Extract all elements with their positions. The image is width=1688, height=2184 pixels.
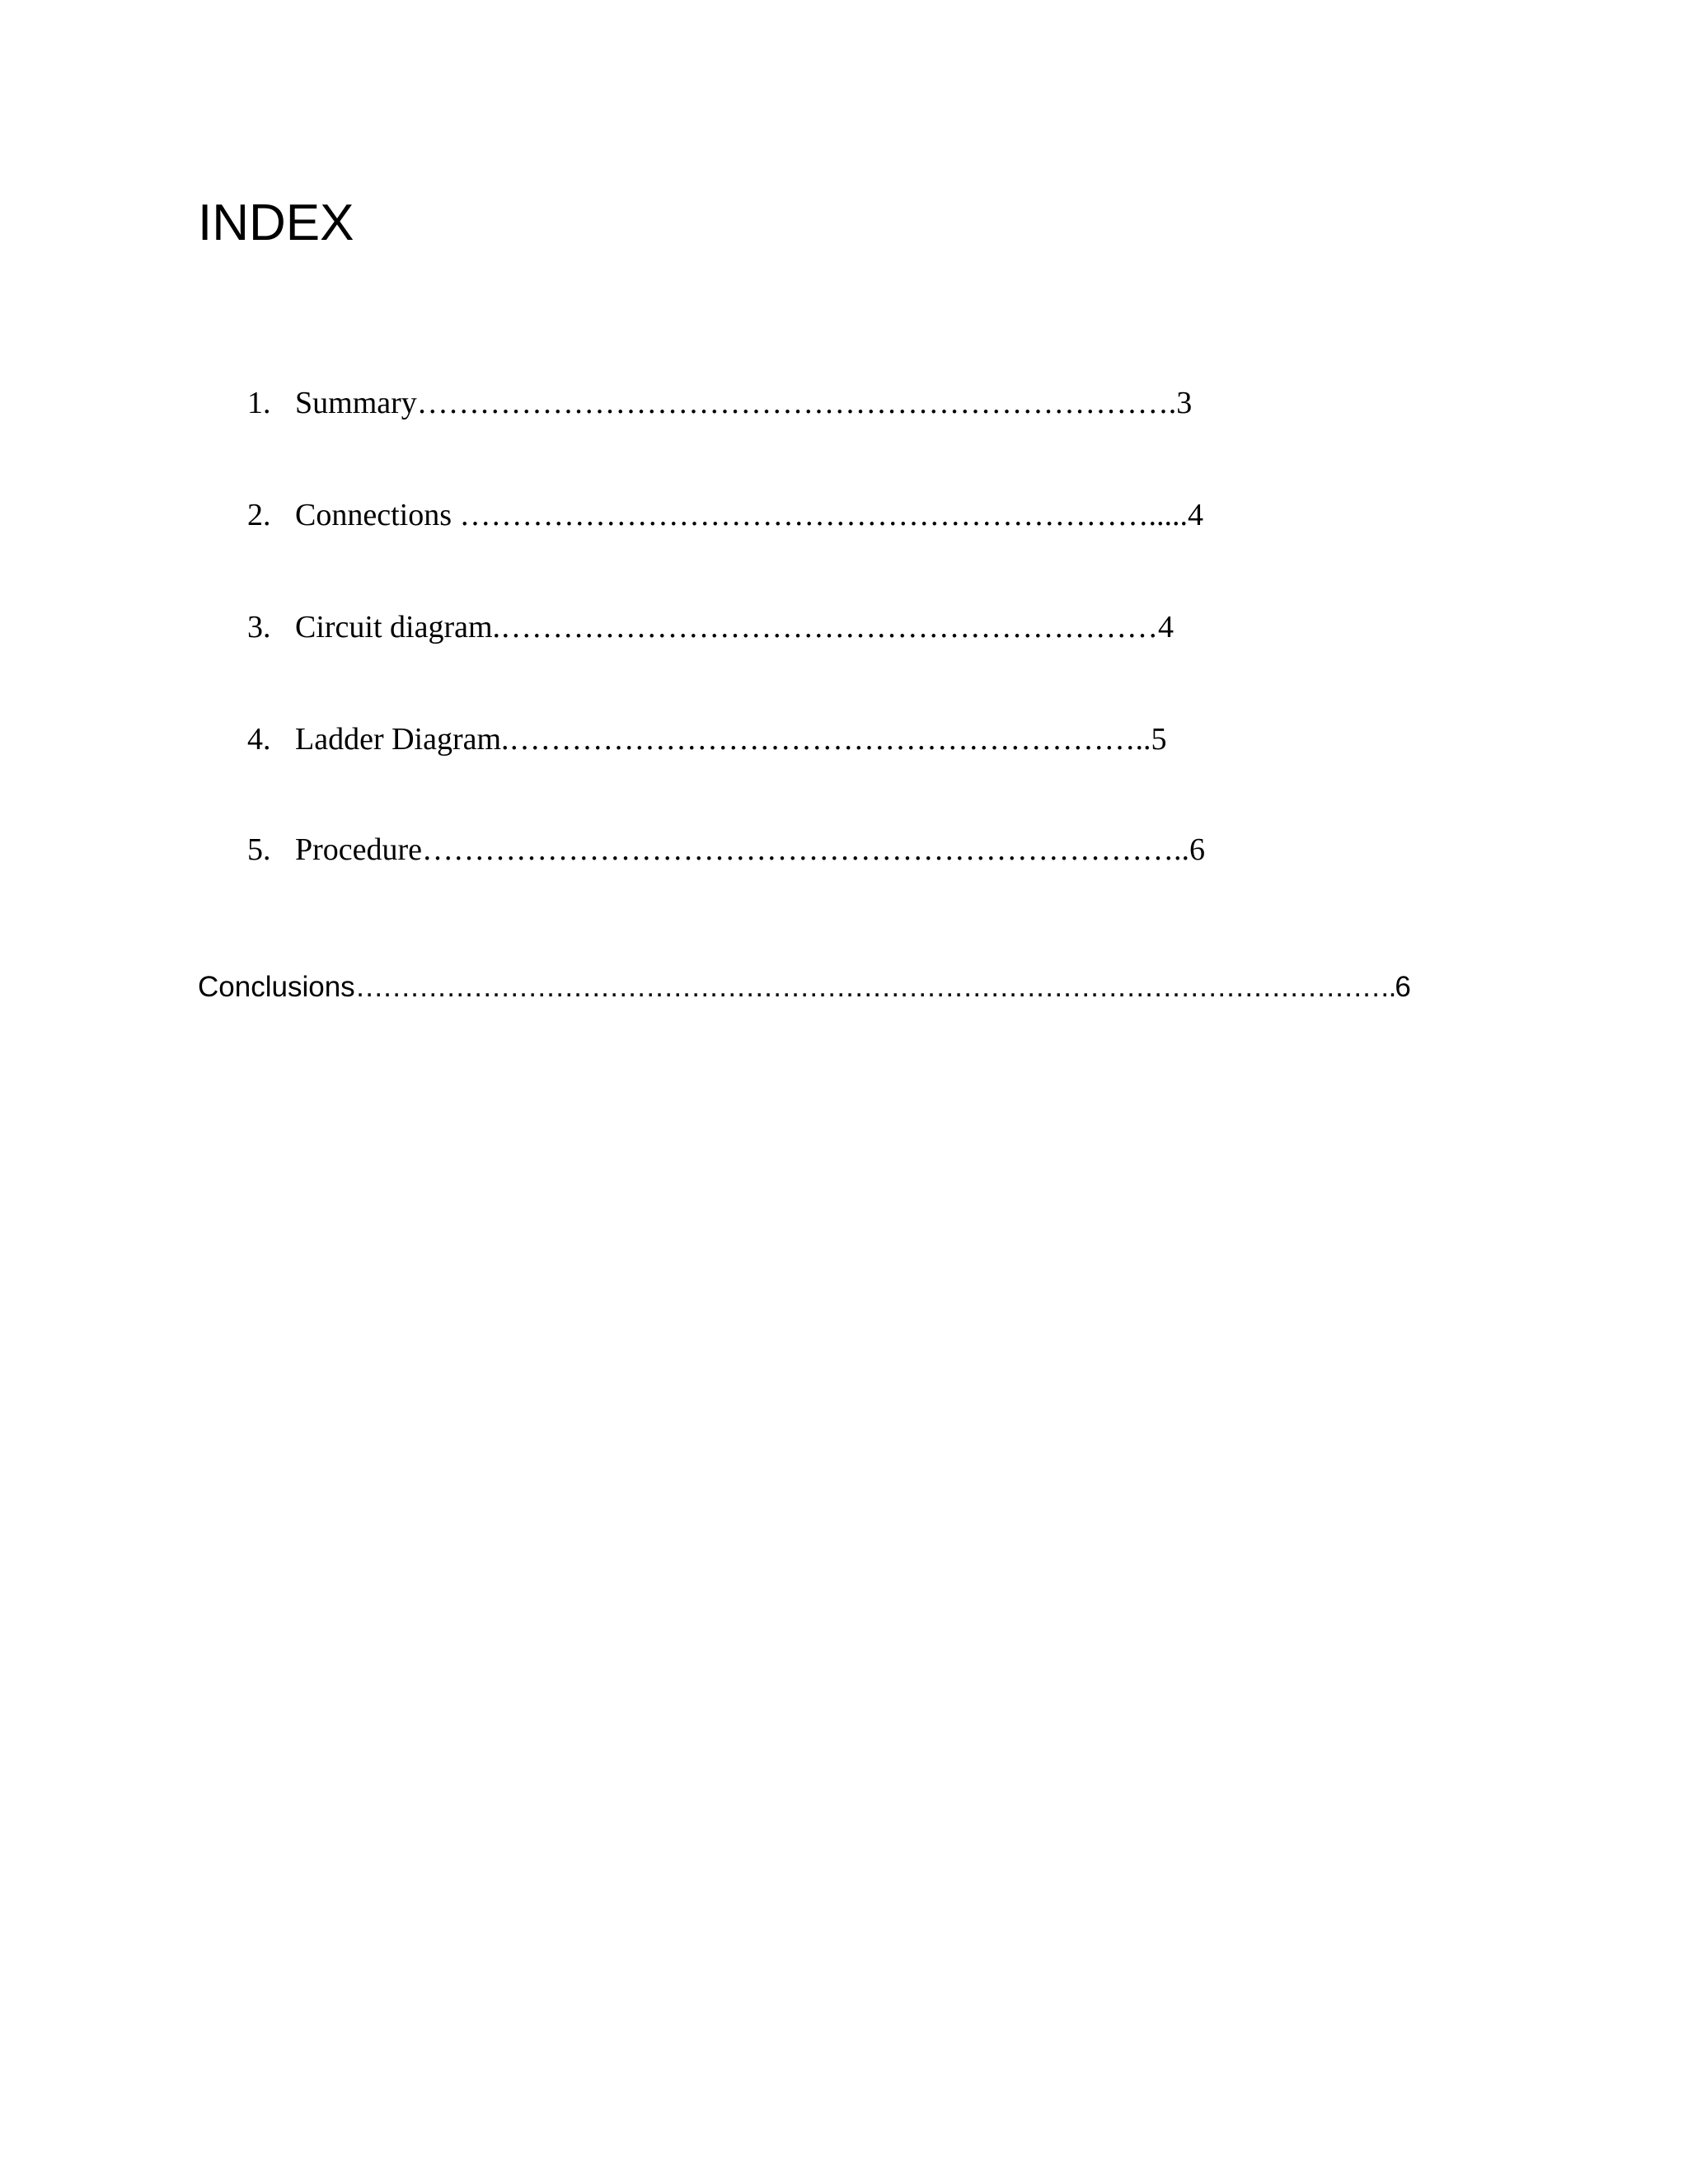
toc-entry-page: 5 bbox=[1151, 722, 1167, 757]
toc-entry-label: Circuit diagram bbox=[295, 610, 493, 644]
toc-entry-label: Connections bbox=[295, 498, 460, 532]
toc-entry-label: Conclusions bbox=[198, 971, 355, 1003]
toc-entry-number: 1. bbox=[247, 386, 271, 420]
toc-entry-number: 5. bbox=[247, 832, 271, 867]
toc-entry-connections bbox=[247, 499, 1203, 531]
toc-entry-leader: ………………………………………………………………. bbox=[416, 386, 1177, 420]
toc-entry-page: 4 bbox=[1158, 610, 1175, 644]
toc-entry-page: 6 bbox=[1189, 832, 1206, 867]
toc-entry-circuit-diagram bbox=[247, 612, 1174, 643]
toc-entry-leader: .…………………………………………………….. bbox=[501, 722, 1151, 757]
toc-entry-number: 2. bbox=[247, 498, 271, 532]
toc-entry-procedure bbox=[247, 834, 1205, 865]
toc-entry-number: 3. bbox=[247, 610, 271, 644]
toc-entry-conclusions bbox=[198, 972, 1411, 1001]
toc-entry-summary bbox=[247, 387, 1192, 419]
toc-entry-page: 4 bbox=[1187, 498, 1203, 532]
toc-entry-ladder-diagram bbox=[247, 724, 1167, 755]
page-title: INDEX bbox=[198, 194, 354, 251]
toc-entry-label: Summary bbox=[295, 386, 417, 420]
toc-entry-leader: .……………………………………………………… bbox=[492, 610, 1159, 644]
toc-entry-number: 4. bbox=[247, 722, 271, 757]
toc-entry-leader: ……………………………………………………………….. bbox=[422, 832, 1190, 867]
toc-entry-page: 6 bbox=[1395, 971, 1411, 1003]
toc-entry-leader: ……………………………………………………………………………………………………. bbox=[354, 971, 1395, 1003]
toc-entry-page: 3 bbox=[1176, 386, 1193, 420]
toc-entry-label: Procedure bbox=[295, 832, 423, 867]
toc-entry-leader: …………………………………………………………..... bbox=[459, 498, 1188, 532]
toc-entry-label: Ladder Diagram bbox=[295, 722, 502, 757]
